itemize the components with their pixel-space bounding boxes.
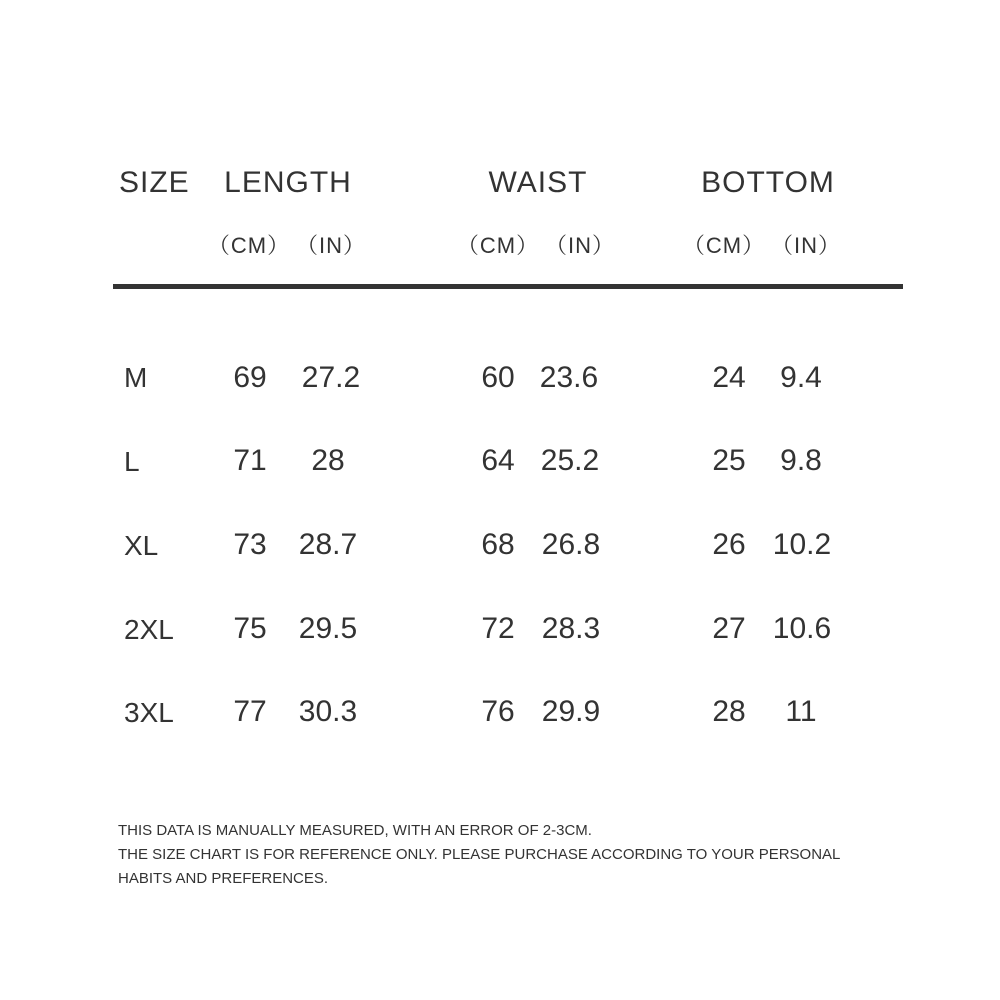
waist-cm-cell: 60 (481, 361, 515, 394)
length-in-cell: 28.7 (298, 528, 358, 561)
bottom-in-cell: 10.6 (772, 612, 832, 645)
length-in-unit: （IN） (295, 233, 367, 258)
bottom-cm-cell: 28 (712, 695, 746, 728)
waist-cm-cell: 72 (481, 612, 515, 645)
bottom-in-cell: 9.8 (780, 444, 822, 477)
size-cell: XL (124, 530, 159, 561)
measurement-note: THIS DATA IS MANUALLY MEASURED, WITH AN ERROR OF 2-3CM. (118, 822, 592, 839)
waist-in-cell: 29.9 (541, 695, 601, 728)
size-cell: 2XL (124, 614, 174, 645)
length-cm-cell: 69 (233, 361, 267, 394)
size-header: SIZE (119, 166, 190, 199)
length-header: LENGTH (224, 166, 352, 199)
bottom-in-cell: 10.2 (772, 528, 832, 561)
reference-note: THE SIZE CHART IS FOR REFERENCE ONLY. PLEASE PURCHASE ACCORDING TO YOUR PERSONAL (118, 846, 841, 863)
size-cell: M (124, 362, 148, 393)
bottom-in-cell: 9.4 (780, 361, 822, 394)
bottom-in-unit: （IN） (770, 233, 842, 258)
waist-in-cell: 28.3 (541, 612, 601, 645)
waist-in-cell: 26.8 (541, 528, 601, 561)
waist-header: WAIST (488, 166, 588, 199)
bottom-cm-cell: 26 (712, 528, 746, 561)
length-in-cell: 28 (311, 444, 345, 477)
length-in-cell: 30.3 (298, 695, 358, 728)
waist-cm-cell: 64 (481, 444, 515, 477)
waist-in-cell: 23.6 (539, 361, 599, 394)
bottom-cm-cell: 24 (712, 361, 746, 394)
length-cm-cell: 71 (233, 444, 267, 477)
bottom-cm-unit: （CM） (682, 233, 766, 258)
bottom-header: BOTTOM (701, 166, 835, 199)
header-divider (113, 284, 903, 289)
size-cell: 3XL (124, 697, 174, 728)
bottom-cm-cell: 25 (712, 444, 746, 477)
length-in-cell: 27.2 (301, 361, 361, 394)
length-in-cell: 29.5 (298, 612, 358, 645)
length-cm-cell: 73 (233, 528, 267, 561)
waist-cm-cell: 68 (481, 528, 515, 561)
waist-in-cell: 25.2 (540, 444, 600, 477)
length-cm-unit: （CM） (207, 233, 291, 258)
length-cm-cell: 77 (233, 695, 267, 728)
bottom-in-cell: 11 (785, 695, 817, 728)
waist-in-unit: （IN） (544, 233, 616, 258)
waist-cm-unit: （CM） (456, 233, 540, 258)
reference-note-continued: HABITS AND PREFERENCES. (118, 870, 329, 887)
length-cm-cell: 75 (233, 612, 267, 645)
size-cell: L (124, 446, 140, 477)
bottom-cm-cell: 27 (712, 612, 746, 645)
waist-cm-cell: 76 (481, 695, 515, 728)
